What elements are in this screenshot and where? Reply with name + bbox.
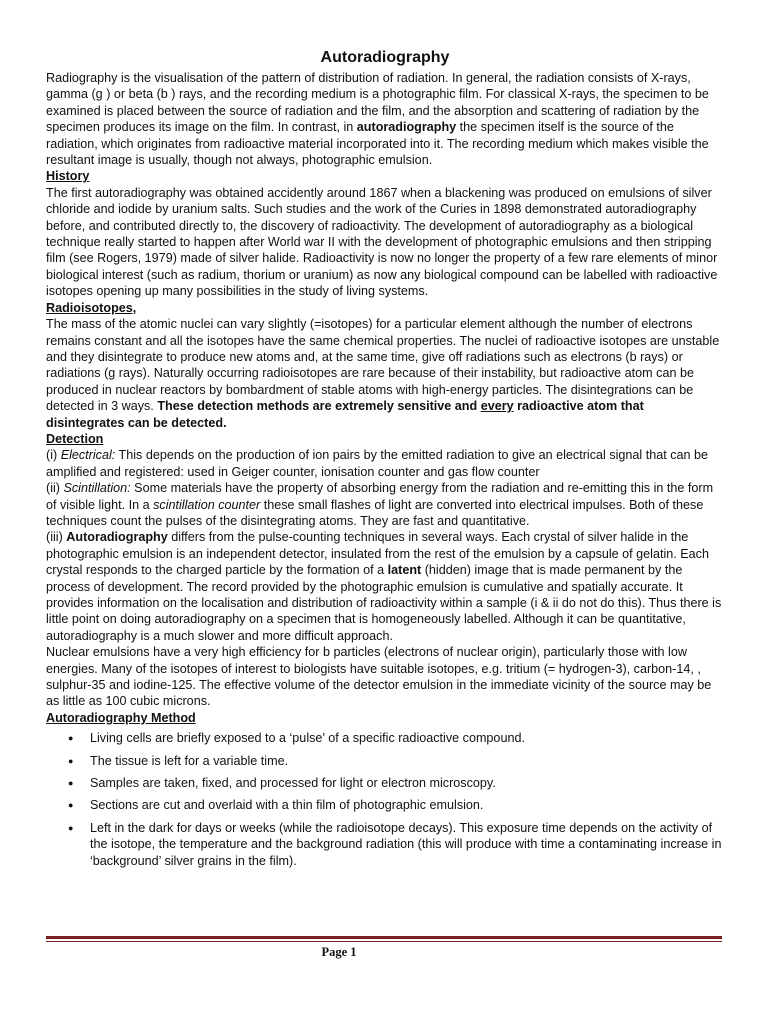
document-page [46, 48, 724, 875]
detection-scintillation-paragraph: (ii) Scintillation: Some materials have the property of absorbing energy from the radiation and re-emitting this in the form of visible light. In a scintillation counter these small flashes of light are converted into electrical impulses. Both of these techniques count the pulses of the disintegrating atoms. They are fast and quantitative. [46, 481, 714, 528]
method-list-item: ● Sections are cut and overlaid with a thin film of photographic emulsion. [90, 797, 724, 813]
method-list [46, 730, 724, 869]
method-list-item: ● Samples are taken, fixed, and processed for light or electron microscopy. [90, 775, 724, 791]
section-heading-method: Autoradiography Method [46, 710, 196, 725]
history-paragraph: The first autoradiography was obtained accidently around 1867 when a blackening was produced on emulsions of silver chloride and iodide by uranium salts. Such studies and the work of the Curies in 1898 demonstrated autoradiography before, and contributed directly to, the discovery of radioactivity. The development of autoradiography as a biological technique really started to happen after World war II with the development of photographic emulsions and then stripping film (see Rogers, 1979) made of silver halide. Radioactivity is now no longer the property of a few rare elements of minor biological interest (such as radium, thorium or uranium) as now any biological compound can be labelled with radioactive isotopes opening up many possibilities in the study of living systems. [46, 185, 718, 299]
page-title: Autoradiography [320, 49, 450, 66]
footer-rule-thin [46, 941, 722, 942]
nuclear-emulsions-paragraph: Nuclear emulsions have a very high efficiency for b particles (electrons of nuclear origin), particularly those with low energies. Many of the isotopes of interest to biologists have suitable isotopes, e.g. tritium (= hydrogen-3), carbon-14, , sulphur-35 and iodine-125. The effective volume of the detector emulsion in the immediate vicinity of the source may be as little as 100 cubic microns. [46, 645, 712, 709]
method-list-item: ● Left in the dark for days or weeks (while the radioisotope decays). This exposure time depends on the activity of the isotope, the temperature and the background radiation (this will produce with time a contaminating increase in ‘background’ silver grains in the film). [90, 820, 724, 869]
footer-rule-thick [46, 936, 722, 939]
intro-paragraph: Radiography is the visualisation of the pattern of distribution of radiation. In general, the radiation consists of X-rays, gamma (g ) or beta (b ) rays, and the recording medium is a photographic film. For classical X-rays, the specimen to be examined is placed between the source of radiation and the film, and the absorption and scattering of radiation by the specimen produces its image on the film. In contrast, in autoradiography the specimen itself is the source of the radiation, which originates from radioactive material incorporated into it. The recording medium which makes visible the resultant image is usually, though not always, photographic emulsion. [46, 71, 709, 168]
radioisotopes-paragraph: The mass of the atomic nuclei can vary slightly (=isotopes) for a particular element although the number of electrons remains constant and all the isotopes have the same chemical properties. The nuclei of radioactive isotopes are unstable and they disintegrate to produce new atoms and, at the same time, give off radiations such as electrons (b rays) or radiations (g rays). Naturally occurring radioisotopes are rare because of their instability, but radioactive atom can be produced in nuclear reactors by bombardment of stable atoms with high-energy particles. The disintegrations can be detected in 3 ways. These detection methods are extremely sensitive and every radioactive atom that disintegrates can be detected. [46, 317, 720, 430]
detection-electrical-paragraph: (i) Electrical: This depends on the production of ion pairs by the emitted radiation to give an electrical signal that can be amplified and registered: used in Geiger counter, ionisation counter and gas flow counter [46, 448, 709, 479]
page-number: Page 1 [321, 945, 357, 959]
method-list-item: ● Living cells are briefly exposed to a ‘pulse’ of a specific radioactive compound. [90, 730, 724, 746]
method-list-item: ● The tissue is left for a variable time. [90, 753, 724, 769]
detection-autoradiography-paragraph: (iii) Autoradiography differs from the pulse-counting techniques in several ways. Each crystal of silver halide in the photographic emulsion is an independent detector, insulated from the rest of the emulsion by a capsule of gelatin. Each crystal responds to the charged particle by the formation of a latent (hidden) image that is made permanent by the process of development. The record provided by the photographic emulsion is cumulative and spatially accurate. It provides information on the localisation and distribution of radioactivity within a sample (i & ii do not do this). Thus there is little point on doing autoradiography on a specimen that is homogeneously labelled. Although it can be quantitative, autoradiography is a much slower and more difficult approach. [46, 530, 722, 643]
section-heading-detection: Detection [46, 431, 104, 446]
section-heading-history: History [46, 169, 90, 184]
section-heading-radioisotopes: Radioisotopes, [46, 300, 137, 315]
